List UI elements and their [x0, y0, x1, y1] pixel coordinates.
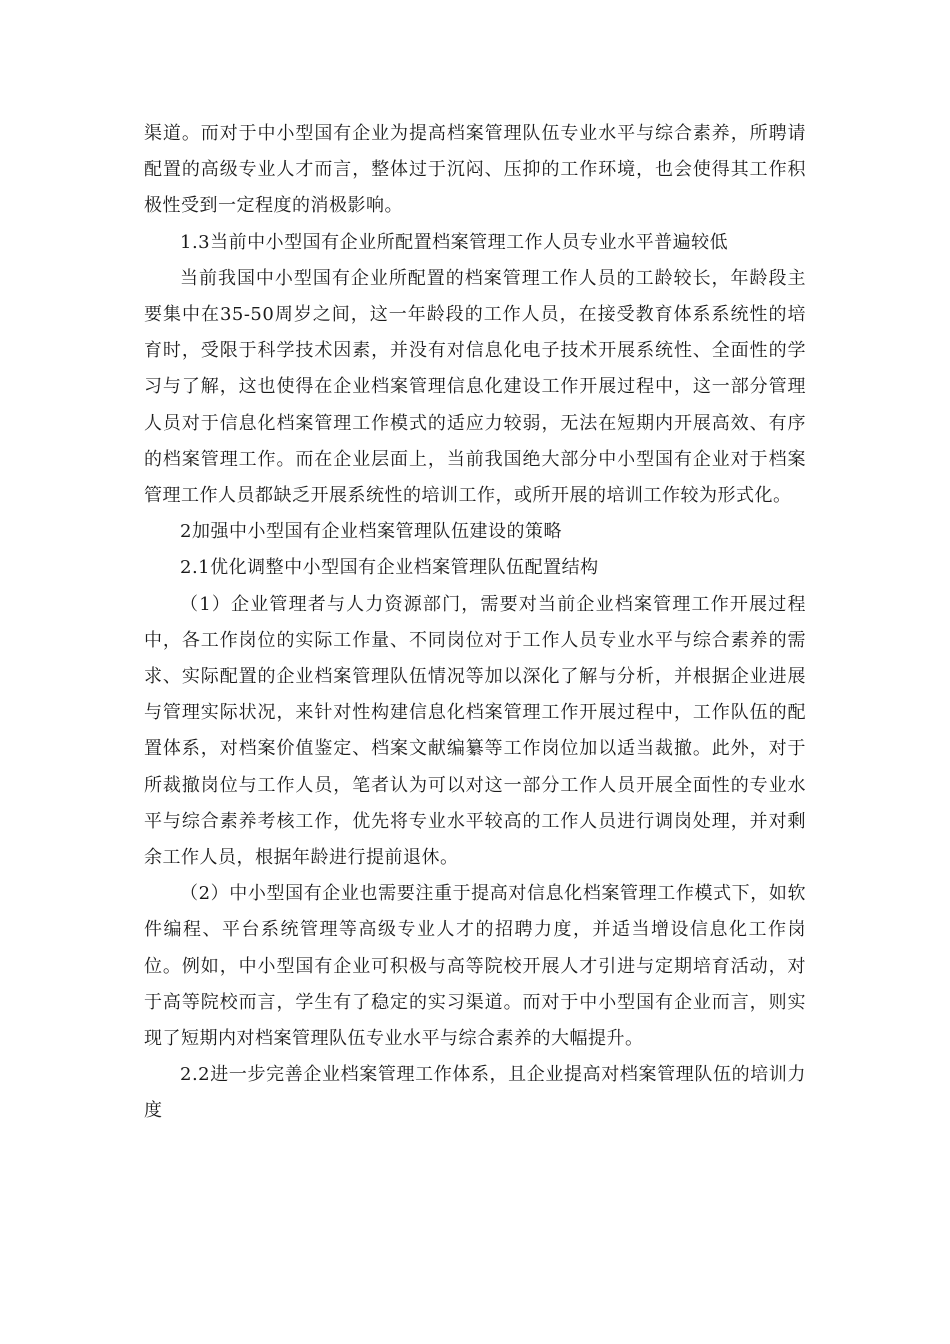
- paragraph-point-1: （1）企业管理者与人力资源部门，需要对当前企业档案管理工作开展过程中，各工作岗位的实际工作量、不同岗位对于工作人员专业水平与综合素养的需求、实际配置的企业档案管理队伍情况等加以深化了解与分析，并根据企业进展与管理实际状况，来针对性构建信息化档案管理工作开展过程中，工作队伍的配置体系，对档案价值鉴定、档案文献编纂等工作岗位加以适当裁撤。此外，对于所裁撤岗位与工作人员，笔者认为可以对这一部分工作人员开展全面性的专业水平与综合素养考核工作，优先将专业水平较高的工作人员进行调岗处理，并对剩余工作人员，根据年龄进行提前退休。: [144, 593, 806, 869]
- paragraph-point-2: （2）中小型国有企业也需要注重于提高对信息化档案管理工作模式下，如软件编程、平台系统管理等高级专业人才的招聘力度，并适当增设信息化工作岗位。例如，中小型国有企业可积极与高等院校开展人才引进与定期培育活动，对于高等院校而言，学生有了稳定的实习渠道。而对于中小型国有企业而言，则实现了短期内对档案管理队伍专业水平与综合素养的大幅提升。: [144, 883, 806, 1050]
- document-body: [144, 116, 806, 1130]
- paragraph-staff-level: 当前我国中小型国有企业所配置的档案管理工作人员的工龄较长，年龄段主要集中在35-50周岁之间，这一年龄段的工作人员，在接受教育体系系统性的培育时，受限于科学技术因素，并没有对信息化电子技术开展系统性、全面性的学习与了解，这也使得在企业档案管理信息化建设工作开展过程中，这一部分管理人员对于信息化档案管理工作模式的适应力较弱，无法在短期内开展高效、有序的档案管理工作。而在企业层面上，当前我国绝大部分中小型国有企业对于档案管理工作人员都缺乏开展系统性的培训工作，或所开展的培训工作较为形式化。: [144, 267, 806, 507]
- section-heading-2-1: 2.1优化调整中小型国有企业档案管理队伍配置结构: [180, 557, 599, 579]
- section-heading-2-2: 2.2进一步完善企业档案管理工作体系，且企业提高对档案管理队伍的培训力度: [144, 1064, 806, 1122]
- section-heading-2: 2加强中小型国有企业档案管理队伍建设的策略: [180, 521, 562, 543]
- paragraph-continuation: 渠道。而对于中小型国有企业为提高档案管理队伍专业水平与综合素养，所聘请配置的高级专业人才而言，整体过于沉闷、压抑的工作环境，也会使得其工作积极性受到一定程度的消极影响。: [144, 123, 806, 217]
- section-heading-1-3: 1.3当前中小型国有企业所配置档案管理工作人员专业水平普遍较低: [180, 231, 729, 253]
